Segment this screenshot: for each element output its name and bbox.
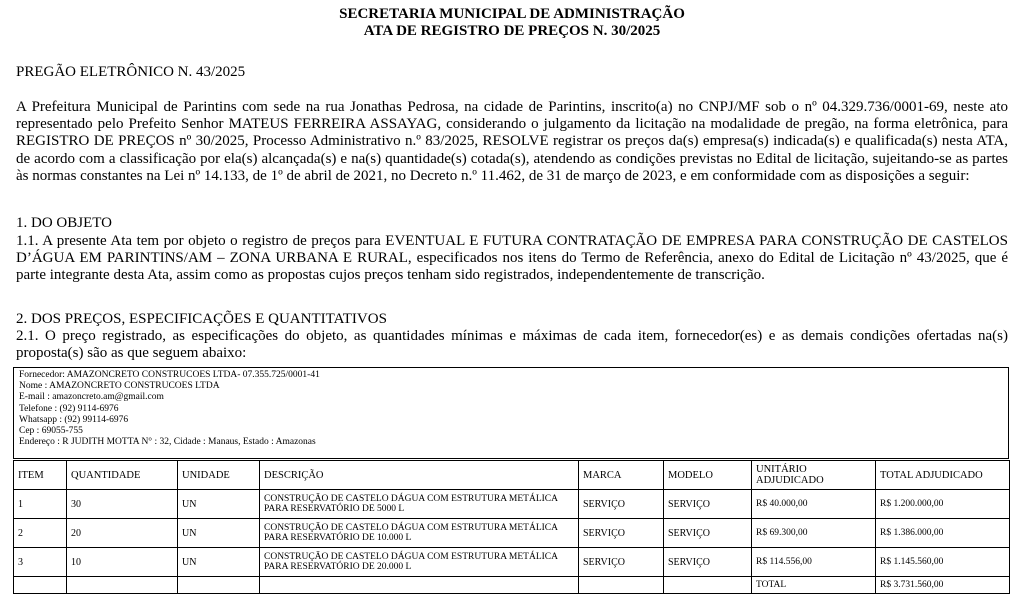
supplier-email: E-mail : amazoncreto.am@gmail.com <box>19 392 164 403</box>
supplier-telefone: Telefone : (92) 9114-6976 <box>19 403 119 414</box>
cell-item: 3 <box>14 548 67 577</box>
header-item: ITEM <box>14 461 67 490</box>
total-label: TOTAL <box>752 577 876 594</box>
cell-unidade: UN <box>178 548 260 577</box>
cell-marca: SERVIÇO <box>579 490 664 519</box>
cell-total: R$ 1.200.000,00 <box>876 490 1010 519</box>
header-unidade: UNIDADE <box>178 461 260 490</box>
cell-total: R$ 1.386.000,00 <box>876 519 1010 548</box>
table-row <box>14 548 1010 577</box>
supplier-fornecedor: Fornecedor: AMAZONCRETO CONSTRUCOES LTDA- 07.355.725/0001-41 <box>19 370 320 380</box>
intro-paragraph: A Prefeitura Municipal de Parintins com sede na rua Jonathas Pedrosa, na cidade de Parintins, inscrito(a) no CNPJ/MF sob o nº 04.329.736/0001-69, neste ato representado pelo Prefeito Senhor MATEUS FERREIRA ASSAYAG, considerando o julgamento da licitação na modalidade de pregão, na forma eletrônica, para REGISTRO DE PREÇOS nº 30/2025, Processo Administrativo n.º 83/2025, RESOLVE registrar os preços da(s) empresa(s) indicada(s) e qualificada(s) nesta ATA, de acordo com a classificação por ela(s) alcançada(s) e na(s) quantidade(s) cotada(s), atendendo as condições previstas no Edital de licitação, sujeitando-se as partes às normas constantes na Lei nº 14.133, de 1º de abril de 2021, no Decreto n.º 11.462, de 31 de março de 2023, e em conformidade com as disposições a seguir: <box>16 99 1008 184</box>
section2-paragraph: 2.1. O preço registrado, as especificações do objeto, as quantidades mínimas e máximas de cada item, fornecedor(es) e as demais condições ofertadas na(s) proposta(s) são as que seguem abaixo: <box>16 328 1008 362</box>
cell-unidade: UN <box>178 519 260 548</box>
table-row <box>14 490 1010 519</box>
cell-descricao: CONSTRUÇÃO DE CASTELO DÁGUA COM ESTRUTURA METÁLICA PARA RESERVATÓRIO DE 5000 L <box>260 490 579 519</box>
supplier-endereco: Endereço : R JUDITH MOTTA N° : 32, Cidade : Manaus, Estado : Amazonas <box>19 437 316 448</box>
items-table <box>13 460 1010 594</box>
cell-quantidade: 20 <box>67 519 178 548</box>
document-header-line1: SECRETARIA MUNICIPAL DE ADMINISTRAÇÃO <box>339 6 685 22</box>
total-value: R$ 3.731.560,00 <box>876 577 1010 594</box>
cell-descricao: CONSTRUÇÃO DE CASTELO DÁGUA COM ESTRUTURA METÁLICA PARA RESERVATÓRIO DE 20.000 L <box>260 548 579 577</box>
supplier-cep: Cep : 69055-755 <box>19 426 83 437</box>
cell-total: R$ 1.145.560,00 <box>876 548 1010 577</box>
cell-unitario: R$ 69.300,00 <box>752 519 876 548</box>
section1-paragraph: 1.1. A presente Ata tem por objeto o registro de preços para EVENTUAL E FUTURA CONTRATAÇÃO DE EMPRESA PARA CONSTRUÇÃO DE CASTELOS D’ÁGUA EM PARINTINS/AM – ZONA URBANA E RURAL, especificados nos itens do Termo de Referência, anexo do Edital de Licitação nº 43/2025, que é parte integrante desta Ata, assim como as propostas cujos preços tenham sido registrados, independentemente de transcrição. <box>16 233 1008 284</box>
cell-modelo: SERVIÇO <box>664 548 752 577</box>
document-header-line2: ATA DE REGISTRO DE PREÇOS N. 30/2025 <box>363 23 661 39</box>
cell-marca: SERVIÇO <box>579 548 664 577</box>
supplier-info-box <box>13 367 1009 459</box>
table-header-row <box>14 461 1010 490</box>
pregao-title: PREGÃO ELETRÔNICO N. 43/2025 <box>16 64 246 80</box>
cell-marca: SERVIÇO <box>579 519 664 548</box>
section2-heading: 2. DOS PREÇOS, ESPECIFICAÇÕES E QUANTITATIVOS <box>16 311 387 327</box>
header-marca: MARCA <box>579 461 664 490</box>
header-total: TOTAL ADJUDICADO <box>876 461 1010 490</box>
cell-item: 1 <box>14 490 67 519</box>
header-modelo: MODELO <box>664 461 752 490</box>
cell-unidade: UN <box>178 490 260 519</box>
cell-modelo: SERVIÇO <box>664 519 752 548</box>
supplier-nome: Nome : AMAZONCRETO CONSTRUCOES LTDA <box>19 381 220 392</box>
cell-modelo: SERVIÇO <box>664 490 752 519</box>
cell-unitario: R$ 40.000,00 <box>752 490 876 519</box>
cell-quantidade: 30 <box>67 490 178 519</box>
cell-descricao: CONSTRUÇÃO DE CASTELO DÁGUA COM ESTRUTURA METÁLICA PARA RESERVATÓRIO DE 10.000 L <box>260 519 579 548</box>
section1-heading: 1. DO OBJETO <box>16 215 112 231</box>
cell-item: 2 <box>14 519 67 548</box>
table-row <box>14 519 1010 548</box>
header-unitario: UNITÁRIO ADJUDICADO <box>752 461 876 490</box>
cell-unitario: R$ 114.556,00 <box>752 548 876 577</box>
table-total-row <box>14 577 1010 594</box>
header-quantidade: QUANTIDADE <box>67 461 178 490</box>
header-descricao: DESCRIÇÃO <box>260 461 579 490</box>
supplier-whatsapp: Whatsapp : (92) 99114-6976 <box>19 414 129 425</box>
cell-quantidade: 10 <box>67 548 178 577</box>
